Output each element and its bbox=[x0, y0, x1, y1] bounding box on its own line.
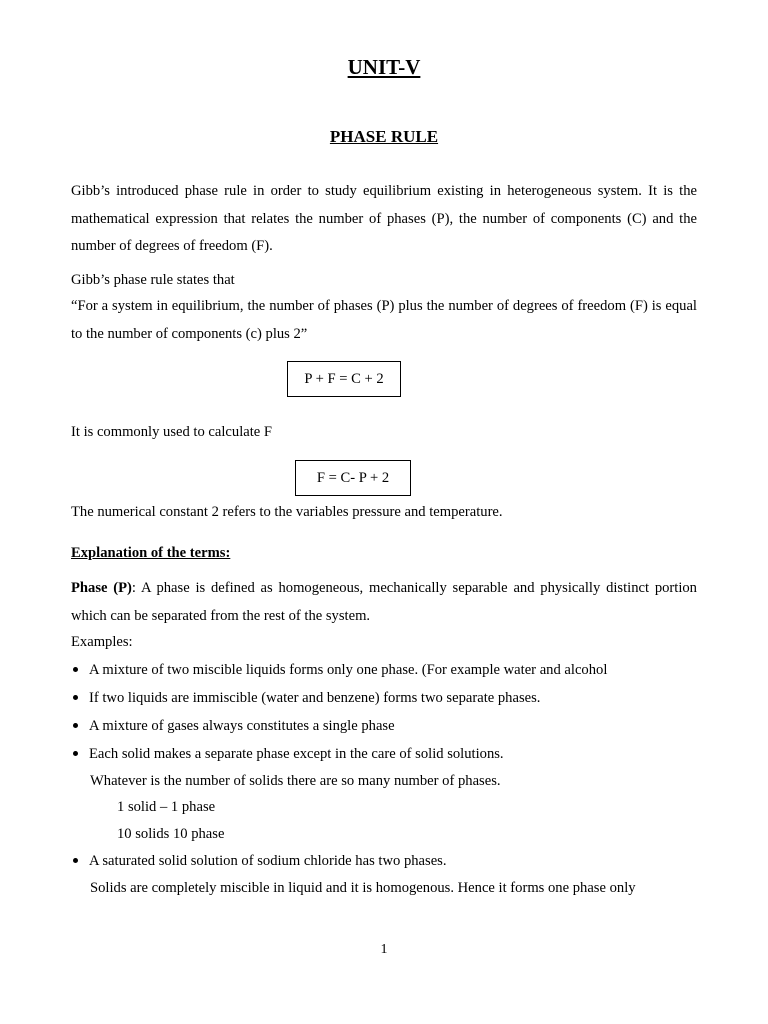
topic-title: PHASE RULE bbox=[329, 127, 439, 146]
example-item: Each solid makes a separate phase except in the care of solid solutions. bbox=[89, 746, 504, 762]
phase-term: Phase (P) bbox=[71, 580, 132, 596]
explanation-heading: Explanation of the terms: bbox=[71, 545, 231, 561]
example-item: If two liquids are immiscible (water and benzene) forms two separate phases. bbox=[89, 690, 541, 706]
saturated-note: Solids are completely miscible in liquid and it is homogenous. Hence it forms one phase only bbox=[90, 880, 636, 896]
phase-definition-paragraph bbox=[71, 575, 697, 630]
solid-example-1: 1 solid – 1 phase bbox=[117, 799, 216, 815]
page-number: 1 bbox=[380, 942, 388, 957]
solid-example-2: 10 solids 10 phase bbox=[117, 826, 225, 842]
bullet-icon bbox=[73, 858, 78, 863]
statement-quote: “For a system in equilibrium, the number of phases (P) plus the number of degrees of freedom (F) is equal to the number of components (c) plus 2” bbox=[71, 298, 697, 342]
phase-rule-formula: P + F = C + 2 bbox=[287, 361, 401, 397]
degrees-of-freedom-formula: F = C- P + 2 bbox=[295, 460, 411, 496]
unit-title: UNIT-V bbox=[347, 55, 421, 79]
constant-note: The numerical constant 2 refers to the variables pressure and temperature. bbox=[71, 504, 503, 520]
calc-lead: It is commonly used to calculate F bbox=[71, 424, 273, 440]
intro-paragraph: Gibb’s introduced phase rule in order to study equilibrium existing in heterogeneous system. It is the mathematical expression that relates the number of phases (P), the number of components (C) and the number of degrees of freedom (F). bbox=[71, 183, 697, 254]
bullet-icon bbox=[73, 695, 78, 700]
example-item: A saturated solid solution of sodium chloride has two phases. bbox=[89, 853, 447, 869]
bullet-icon bbox=[73, 723, 78, 728]
example-item: A mixture of two miscible liquids forms only one phase. (For example water and alcohol bbox=[89, 662, 608, 678]
phase-definition: : A phase is defined as homogeneous, mechanically separable and physically distinct portion which can be separated from the rest of the system. bbox=[71, 580, 697, 624]
statement-lead: Gibb’s phase rule states that bbox=[71, 272, 235, 288]
example-item: A mixture of gases always constitutes a single phase bbox=[89, 718, 395, 734]
examples-label: Examples: bbox=[71, 634, 133, 650]
bullet-icon bbox=[73, 667, 78, 672]
solid-note: Whatever is the number of solids there are so many number of phases. bbox=[90, 773, 501, 789]
bullet-icon bbox=[73, 751, 78, 756]
